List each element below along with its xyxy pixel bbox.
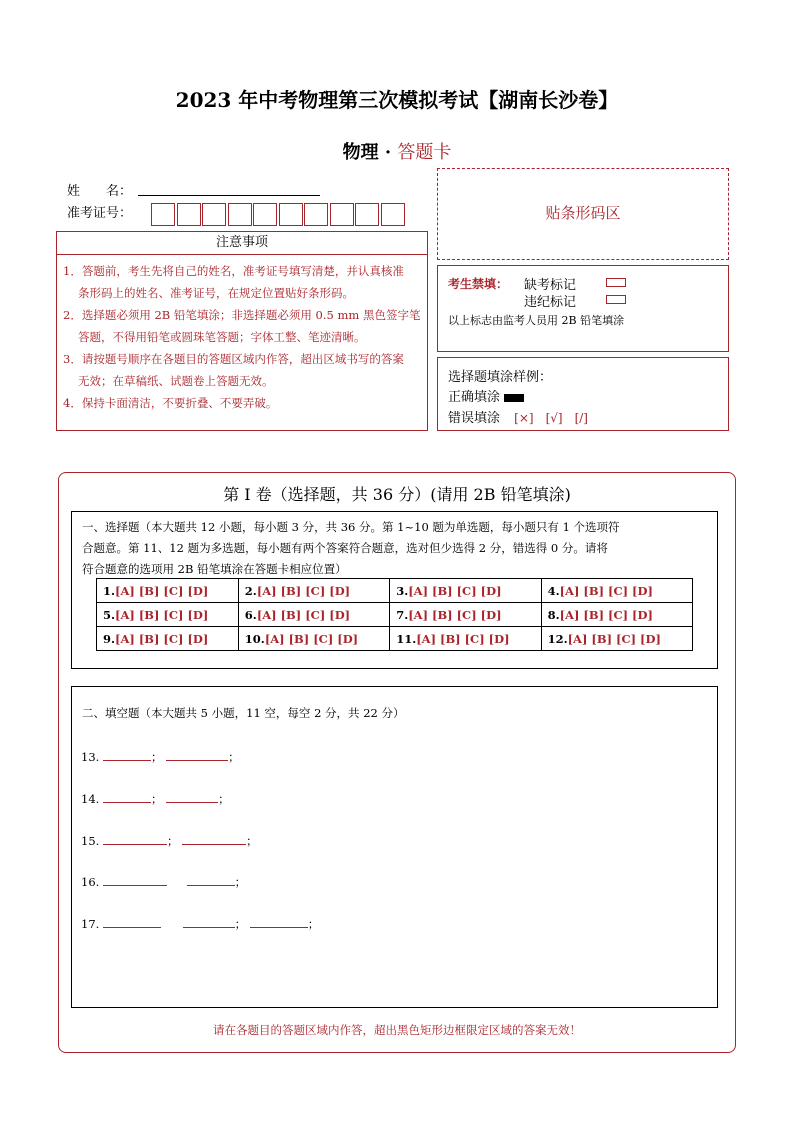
id-digit-cell[interactable] (202, 203, 226, 226)
prohibit-panel (437, 265, 729, 352)
choice-options[interactable]: [A] [B] [C] [D] (115, 583, 209, 598)
choice-options[interactable]: [A] [B] [C] [D] (408, 583, 502, 598)
choice-number: 2. (244, 583, 257, 598)
note-1b: 条形码上的姓名、准考证号，在规定位置贴好条形码。 (78, 286, 354, 300)
q17-blank-1[interactable] (103, 915, 161, 928)
choice-question[interactable] (541, 603, 692, 627)
q17-sep-1: ； (234, 917, 247, 931)
q13-blank-1[interactable] (103, 748, 151, 761)
choice-options[interactable]: [A] [B] [C] [D] (408, 607, 502, 622)
id-digit-cell[interactable] (253, 203, 277, 226)
choice-instr-line-1: 一、选择题（本大题共 12 小题，每小题 3 分，共 36 分。第 1~10 题为单选题，每小题只有 1 个选项符 (82, 520, 620, 534)
q14-number: 14. (81, 792, 100, 806)
note-3a: 3．请按题号顺序在各题目的答题区域内作答，超出区域书写的答案 (63, 352, 404, 366)
q14-blank-1[interactable] (103, 790, 151, 803)
wrong-label: 错误填涂 (448, 411, 501, 426)
id-digit-cell[interactable] (381, 203, 405, 226)
choice-question[interactable] (97, 579, 239, 603)
page-title: 2023 年中考物理第三次模拟考试【湖南长沙卷】 (175, 88, 619, 112)
barcode-label: 贴条形码区 (545, 204, 621, 222)
choice-row (97, 627, 693, 651)
q16-sep-1: ； (234, 875, 247, 889)
q14-sep-1: ； (150, 792, 163, 806)
id-digit-cell[interactable] (304, 203, 328, 226)
id-digit-cell[interactable] (177, 203, 201, 226)
q16-blank-1[interactable] (103, 873, 167, 886)
choice-number: 4. (547, 583, 560, 598)
q14-blank-2[interactable] (166, 790, 218, 803)
choice-options[interactable]: [A] [B] [C] [D] (256, 607, 351, 622)
correct-label: 正确填涂 (448, 390, 501, 405)
choice-number: 1. (103, 583, 116, 598)
subtitle-dot: · (384, 142, 392, 163)
question-16 (81, 873, 246, 890)
footer-warning: 请在各题目的答题区域内作答，超出黑色矩形边框限定区域的答案无效！ (213, 1023, 581, 1037)
id-digit-cell[interactable] (330, 203, 354, 226)
note-2b: 答题，不得用铅笔或圆珠笔答题；字体工整、笔迹清晰。 (78, 330, 366, 344)
note-2a: 2．选择题必须用 2B 铅笔填涂；非选择题必须用 0.5 mm 黑色签字笔 (63, 308, 421, 322)
id-digit-cell[interactable] (279, 203, 303, 226)
absent-mark-box[interactable] (606, 278, 626, 287)
q13-number: 13. (81, 750, 100, 764)
question-15 (81, 832, 258, 849)
choice-options[interactable]: [A] [B] [C] [D] (115, 631, 209, 646)
choice-number: 8. (547, 607, 560, 622)
fill-sample-panel (437, 357, 729, 431)
q16-number: 16. (81, 875, 100, 889)
note-4: 4．保持卡面清洁，不要折叠、不要弄破。 (63, 396, 278, 410)
name-label: 姓 名： (67, 184, 133, 199)
question-13 (81, 748, 240, 765)
choice-options[interactable]: [A] [B] [C] [D] (559, 583, 653, 598)
q17-blank-2[interactable] (183, 915, 235, 928)
id-number-boxes[interactable] (151, 203, 406, 226)
choice-question[interactable] (238, 579, 389, 603)
choice-number: 3. (396, 583, 409, 598)
choice-question[interactable] (390, 627, 541, 651)
choice-answer-table (96, 578, 693, 651)
q17-number: 17. (81, 917, 100, 931)
choice-number: 7. (396, 607, 409, 622)
barcode-area (437, 168, 729, 260)
choice-options[interactable]: [A] [B] [C] [D] (115, 607, 209, 622)
violation-label: 违纪标记 (524, 295, 577, 310)
choice-question[interactable] (390, 579, 541, 603)
q15-sep-1: ； (166, 834, 179, 848)
choice-row (97, 603, 693, 627)
question-14 (81, 790, 230, 807)
card-subtitle (0, 138, 794, 164)
q15-number: 15. (81, 834, 100, 848)
note-3b: 无效；在草稿纸、试题卷上答题无效。 (78, 374, 274, 388)
question-17 (81, 915, 319, 932)
choice-question[interactable] (390, 603, 541, 627)
choice-number: 6. (244, 607, 257, 622)
q16-blank-2[interactable] (187, 873, 235, 886)
choice-options[interactable]: [A] [B] [C] [D] (264, 631, 359, 646)
choice-options[interactable]: [A] [B] [C] [D] (567, 631, 661, 646)
choice-question[interactable] (97, 627, 239, 651)
subtitle-main: 物理 (342, 142, 379, 163)
fill-title: 二、填空题（本大题共 5 小题，11 空，每空 2 分，共 22 分） (82, 706, 405, 720)
q13-sep-1: ； (150, 750, 163, 764)
q15-sep-2: ； (246, 834, 258, 848)
q13-blank-2[interactable] (166, 748, 228, 761)
choice-options[interactable]: [A] [B] [C] [D] (256, 583, 351, 598)
id-digit-cell[interactable] (151, 203, 175, 226)
choice-instr-line-2: 合题意。第 11、12 题为多选题，每小题有两个答案符合题意，选对但少选得 2 分，错选得 0 分。请将 (82, 541, 608, 555)
name-field[interactable] (138, 195, 320, 196)
notes-panel (56, 231, 428, 431)
choice-number: 5. (103, 607, 116, 622)
choice-row (97, 579, 693, 603)
id-label: 准考证号： (67, 206, 133, 221)
choice-question[interactable] (97, 603, 239, 627)
choice-number: 12. (547, 631, 568, 646)
q13-sep-2: ； (228, 750, 240, 764)
choice-instr-line-3: 符合题意的选项用 2B 铅笔填涂在答题卡相应位置） (82, 562, 347, 576)
choice-number: 9. (103, 631, 116, 646)
choice-question[interactable] (541, 579, 692, 603)
correct-fill-sample (504, 394, 524, 402)
prohibit-label: 考生禁填： (448, 277, 509, 291)
violation-mark-box[interactable] (606, 295, 626, 304)
note-1a: 1．答题前，考生先将自己的姓名，准考证号填写清楚，并认真核准 (63, 264, 404, 278)
choice-number: 11. (396, 631, 417, 646)
q14-sep-2: ； (218, 792, 230, 806)
choice-question[interactable] (238, 603, 389, 627)
q17-blank-3[interactable] (250, 915, 308, 928)
choice-question[interactable] (238, 627, 389, 651)
subtitle-accent: 答题卡 (397, 142, 452, 163)
prohibit-note: 以上标志由监考人员用 2B 铅笔填涂 (448, 314, 625, 327)
choice-number: 10. (244, 631, 265, 646)
id-digit-cell[interactable] (355, 203, 379, 226)
choice-instructions (72, 512, 717, 580)
section1-title: 第 I 卷（选择题，共 36 分）(请用 2B 铅笔填涂) (223, 485, 571, 504)
sample-heading: 选择题填涂样例： (448, 370, 553, 385)
q15-blank-2[interactable] (182, 832, 246, 845)
notes-heading: 注意事项 (57, 232, 427, 255)
choice-options[interactable]: [A] [B] [C] [D] (416, 631, 510, 646)
q17-sep-2: ； (307, 917, 320, 931)
choice-question[interactable] (541, 627, 692, 651)
wrong-fill-samples: [×] [√] [/] (514, 411, 588, 425)
absent-label: 缺考标记 (524, 278, 577, 293)
id-digit-cell[interactable] (228, 203, 252, 226)
q15-blank-1[interactable] (103, 832, 167, 845)
choice-options[interactable]: [A] [B] [C] [D] (559, 607, 653, 622)
